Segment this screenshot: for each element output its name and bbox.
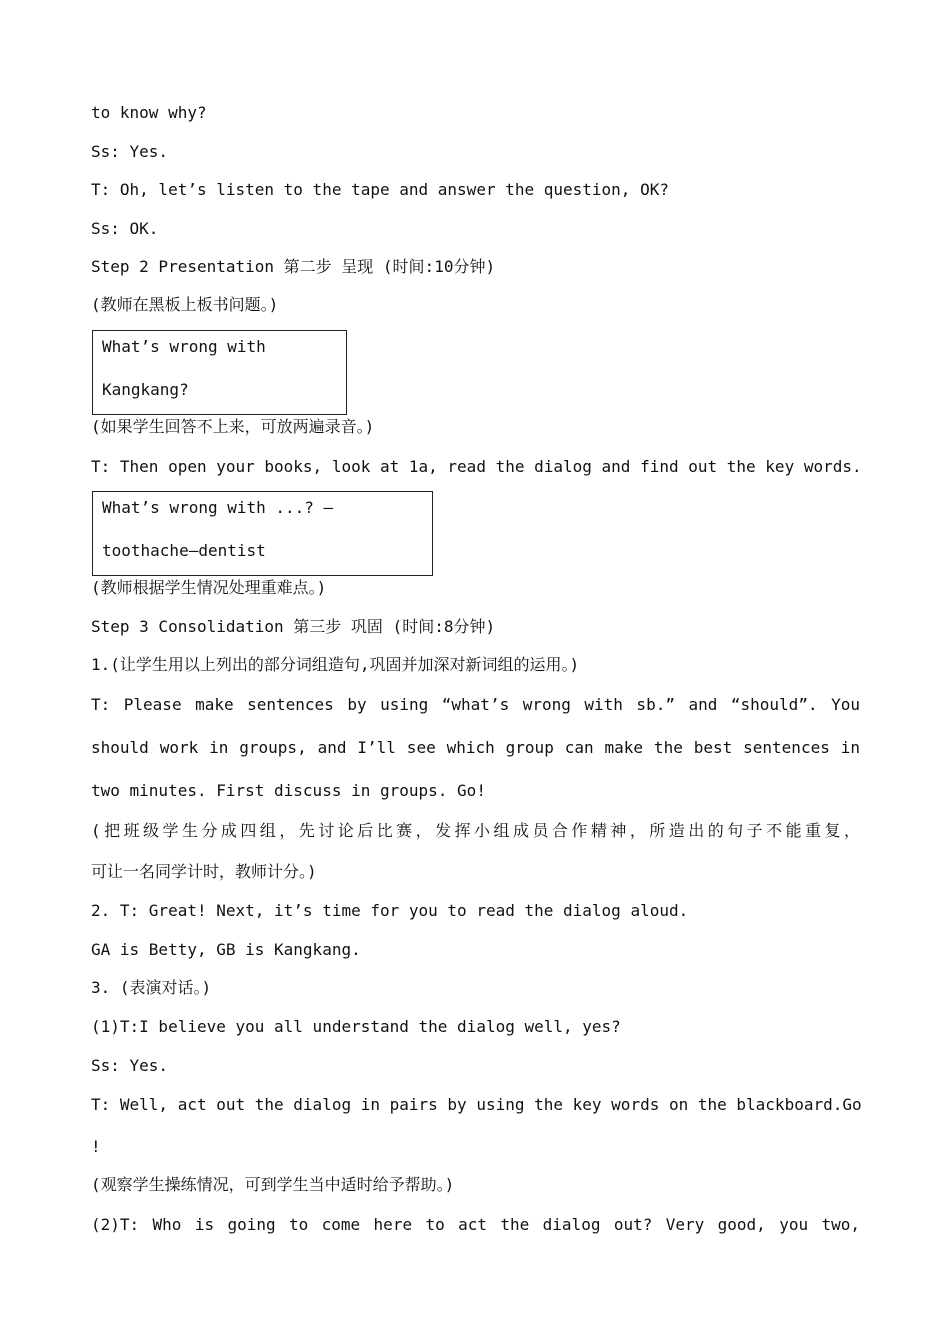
blackboard-box-question <box>92 330 347 415</box>
box-line: Kangkang? <box>102 380 189 399</box>
text-line: GA is Betty, GB is Kangkang. <box>91 940 361 959</box>
step-heading: Step 3 Consolidation 第三步 巩固 (时间:8分钟) <box>91 617 496 636</box>
text-line: (2)T: Who is going to come here to act the dialog out? Very good, you two, <box>91 1215 860 1234</box>
text-line: T: Please make sentences by using “what’s wrong with sb.” and “should”. You <box>91 695 860 714</box>
box-line: What’s wrong with ...? — <box>102 498 334 517</box>
text-line: (如果学生回答不上来，可放两遍录音。) <box>91 417 375 436</box>
step-heading: Step 2 Presentation 第二步 呈现 (时间:10分钟) <box>91 257 496 276</box>
box-line: What’s wrong with <box>102 337 266 356</box>
text-line: should work in groups, and I’ll see which group can make the best sentences in <box>91 738 860 757</box>
text-line: (1)T:I believe you all understand the dialog well, yes? <box>91 1017 621 1036</box>
text-line: 1.(让学生用以上列出的部分词组造句,巩固并加深对新词组的运用。) <box>91 655 580 674</box>
text-line: Ss: Yes. <box>91 142 169 161</box>
box-line: toothache—dentist <box>102 541 266 560</box>
text-line: Ss: Yes. <box>91 1056 169 1075</box>
text-line: two minutes. First discuss in groups. Go! <box>91 781 486 800</box>
text-line: ! <box>91 1137 101 1156</box>
text-line: T: Well, act out the dialog in pairs by using the key words on the blackboard.Go <box>91 1095 862 1114</box>
text-line: 3. (表演对话。) <box>91 978 212 997</box>
text-line: to know why? <box>91 103 207 122</box>
text-line: 可让一名同学计时，教师计分。) <box>91 862 317 881</box>
text-line: (教师在黑板上板书问题。) <box>91 295 279 314</box>
text-line: (观察学生操练情况，可到学生当中适时给予帮助。) <box>91 1175 455 1194</box>
text-line: T: Oh, let’s listen to the tape and answer the question, OK? <box>91 180 669 199</box>
text-line: 2. T: Great! Next, it’s time for you to read the dialog aloud. <box>91 901 689 920</box>
text-line: (教师根据学生情况处理重难点。) <box>91 578 327 597</box>
text-line: T: Then open your books, look at 1a, read the dialog and find out the key words. <box>91 457 862 476</box>
blackboard-box-key-words <box>92 491 433 576</box>
text-line: (把班级学生分成四组，先讨论后比赛，发挥小组成员合作精神，所造出的句子不能重复， <box>91 821 860 840</box>
text-line: Ss: OK. <box>91 219 159 238</box>
